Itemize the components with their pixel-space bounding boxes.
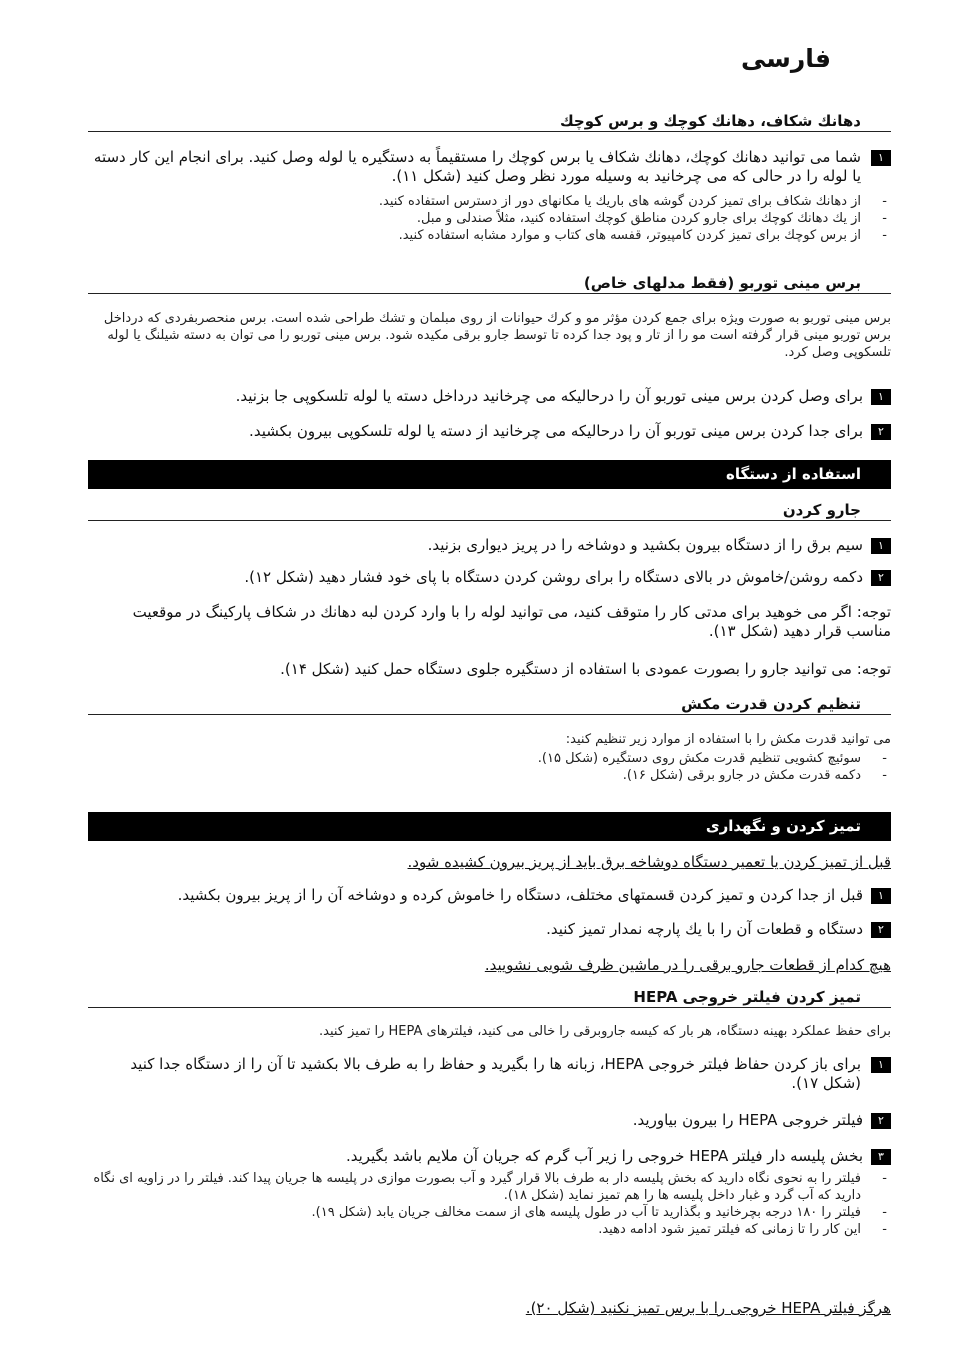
step-number: ۱	[871, 538, 891, 554]
list-item: - این كار را تا زمانی كه فیلتر تمیز شود ادامه دهید.	[88, 1221, 891, 1238]
hepa-step-2	[88, 1111, 891, 1130]
list-item: - سوئیچ كشویی تنظیم قدرت مكش روی دستگیره (شكل ۱۵).	[88, 750, 891, 767]
turbo-intro: برس مینی توربو به صورت ویژه برای جمع كردن مؤثر مو و كرك حیوانات از روی مبلمان و تشك طراحی شده است. برس منحصربفردی كه درداخل برس توربو مینی قرار گرفته است مو را از تار و پود جدا كرده تا توسط جارو برقی مكیده شود. برس مینی توربو را می توان به دسته شیلنگ یا لوله تلسكوپی وصل كرد.	[103, 311, 891, 360]
use-step-2	[88, 568, 891, 587]
turbo-step-2	[88, 422, 891, 441]
step-number: ۲	[871, 424, 891, 440]
list-item: - از یك دهانك كوچك برای جارو كردن مناطق كوچك استفاده كنید، مثلاً صندلی و مبل.	[88, 210, 891, 227]
list-item: - دكمه قدرت مكش در جارو برقی (شكل ۱۶).	[88, 767, 891, 784]
step-number: ۱	[871, 888, 891, 904]
step-text: فیلتر خروجی HEPA را بیرون بیاورید.	[632, 1111, 863, 1129]
note-parking: توجه: اگر می خوهید برای مدتی كار را متوقف كنید، می توانید لوله را با وارد كردن لبه دهانك در شكاف پاركینگ در موقعیت مناسب قرار دهید (شكل ۱۳).	[132, 603, 891, 640]
step-text: بخش پلیسه دار فیلتر HEPA خروجی را زیر آب گرم كه جریان آن ملایم باشد بگیرید.	[345, 1147, 863, 1165]
step-text: برای وصل كردن برس مینی توربو آن را درحالیكه می چرخانید درداخل دسته یا لوله تلسكوپی جا بزنید.	[235, 387, 863, 405]
hepa-step-3	[88, 1147, 891, 1166]
subheading-suction: تنظیم كردن قدرت مكش	[88, 694, 891, 715]
language-title: فارسی	[740, 44, 831, 73]
warning-no-brush: هرگز فیلتر HEPA خروجی را با برس تمیز نكنید (شكل ۲۰).	[525, 1299, 891, 1317]
step-text: دستگاه و قطعات آن را با یك پارچه نمدار تمیز كنید.	[546, 920, 863, 938]
step-text: شما می توانید دهانك كوچك، دهانك شكاف یا برس كوچك را مستقیماً به دستگیره یا لوله وصل كنید. برای انجام این كار دسته یا لوله را در حالی كه می چرخانید به وسیله مورد نظر وصل كنید (شكل ۱۱).	[93, 148, 861, 185]
clean-step-1	[88, 886, 891, 905]
step-text: سیم برق را از دستگاه بیرون بكشید و دوشاخه را در پریز دیواری بزنید.	[427, 536, 863, 554]
nozzles-bullet-list	[88, 193, 891, 244]
suction-intro: می توانید قدرت مكش را با استفاده از موارد زیر تنظیم كنید:	[565, 732, 891, 747]
hepa-bullet-list	[88, 1170, 891, 1238]
step-number: ۱	[871, 150, 891, 166]
step-number: ۲	[871, 570, 891, 586]
step-number: ۲	[871, 1113, 891, 1129]
list-item: - از برس كوچك برای تمیز كردن كامپیوتر، قفسه های كتاب و موارد مشابه استفاده كنید.	[88, 227, 891, 244]
note-carry: توجه: می توانید جارو را بصورت عمودی با استفاده از دستگیره جلوی دستگاه حمل كنید (شكل ۱۴).	[280, 660, 891, 678]
step-number: ۱	[871, 1057, 891, 1073]
list-item: - از دهانك شكاف برای تمیز كردن گوشه های باریك یا مكانهای دور از دسترس استفاده كنید.	[88, 193, 891, 210]
step-text: دكمه روشن/خاموش در بالای دستگاه را برای روشن كردن دستگاه با پای خود فشار دهید (شكل ۱۲).	[244, 568, 863, 586]
step-number: ۲	[871, 922, 891, 938]
step-text: قبل از جدا كردن و تمیز كردن قسمتهای مختلف، دستگاه را خاموش كرده و دوشاخه آن را از پریز بیرون بكشید.	[177, 886, 863, 904]
step-number: ۱	[871, 389, 891, 405]
step-text: برای باز كردن حفاظ فیلتر خروجی HEPA، زبانه ها را بگیرید و حفاظ را به طرف بالا بكشید تا آن را از دستگاه جدا كنید (شكل ۱۷).	[130, 1055, 861, 1092]
hepa-step-1	[88, 1055, 891, 1093]
use-step-1	[88, 536, 891, 555]
warning-unplug: قبل از تمیز كردن یا تعمیر دستگاه دوشاخه برق باید از پریز بیرون كشیده شود.	[407, 853, 891, 871]
subheading-vacuuming: جارو كردن	[88, 500, 891, 521]
step-number: ۳	[871, 1149, 891, 1165]
nozzles-step-1	[88, 148, 891, 186]
section-bar-cleaning: تمیز كردن و نگهداری	[88, 812, 891, 841]
suction-bullet-list	[88, 750, 891, 784]
hepa-intro: برای حفظ عملكرد بهینه دستگاه، هر بار كه كیسه جاروبرقی را خالی می كنید، فیلترهای HEPA را تمیز كنید.	[319, 1024, 891, 1039]
warning-dishwasher: هیچ كدام از قطعات جارو برقی را در ماشین ظرف شویی نشویید.	[484, 956, 891, 974]
section-heading-turbo: برس مینی توربو (فقط مدلهای خاص)	[88, 273, 891, 294]
clean-step-2	[88, 920, 891, 939]
step-text: برای جدا كردن برس مینی توربو آن را درحالیكه می چرخانید از دسته یا لوله تلسكوپی بیرون بكشید.	[249, 422, 863, 440]
turbo-step-1	[88, 387, 891, 406]
subheading-hepa: تمیز كردن فیلتر خروجی HEPA	[88, 987, 891, 1008]
list-item: - فیلتر را ۱۸۰ درجه بچرخانید و بگذارید تا آب در طول پلیسه های از سمت مخالف جریان یابد (شكل ۱۹).	[88, 1204, 891, 1221]
section-heading-nozzles: دهانك شكاف، دهانك كوچك و برس كوچك	[88, 111, 891, 132]
list-item: - فیلتر را به نحوی نگاه دارید كه بخش پلیسه دار به طرف بالا قرار گیرد و آب بصورت موازی در پلیسه ها جریان پیدا كند. فیلتر را در زاویه ای نگاه دارید كه آب گرد و غبار داخل پلیسه ها را هم تمیز نماید (شكل ۱۸).	[88, 1170, 891, 1204]
section-bar-use: استفاده از دستگاه	[88, 460, 891, 489]
